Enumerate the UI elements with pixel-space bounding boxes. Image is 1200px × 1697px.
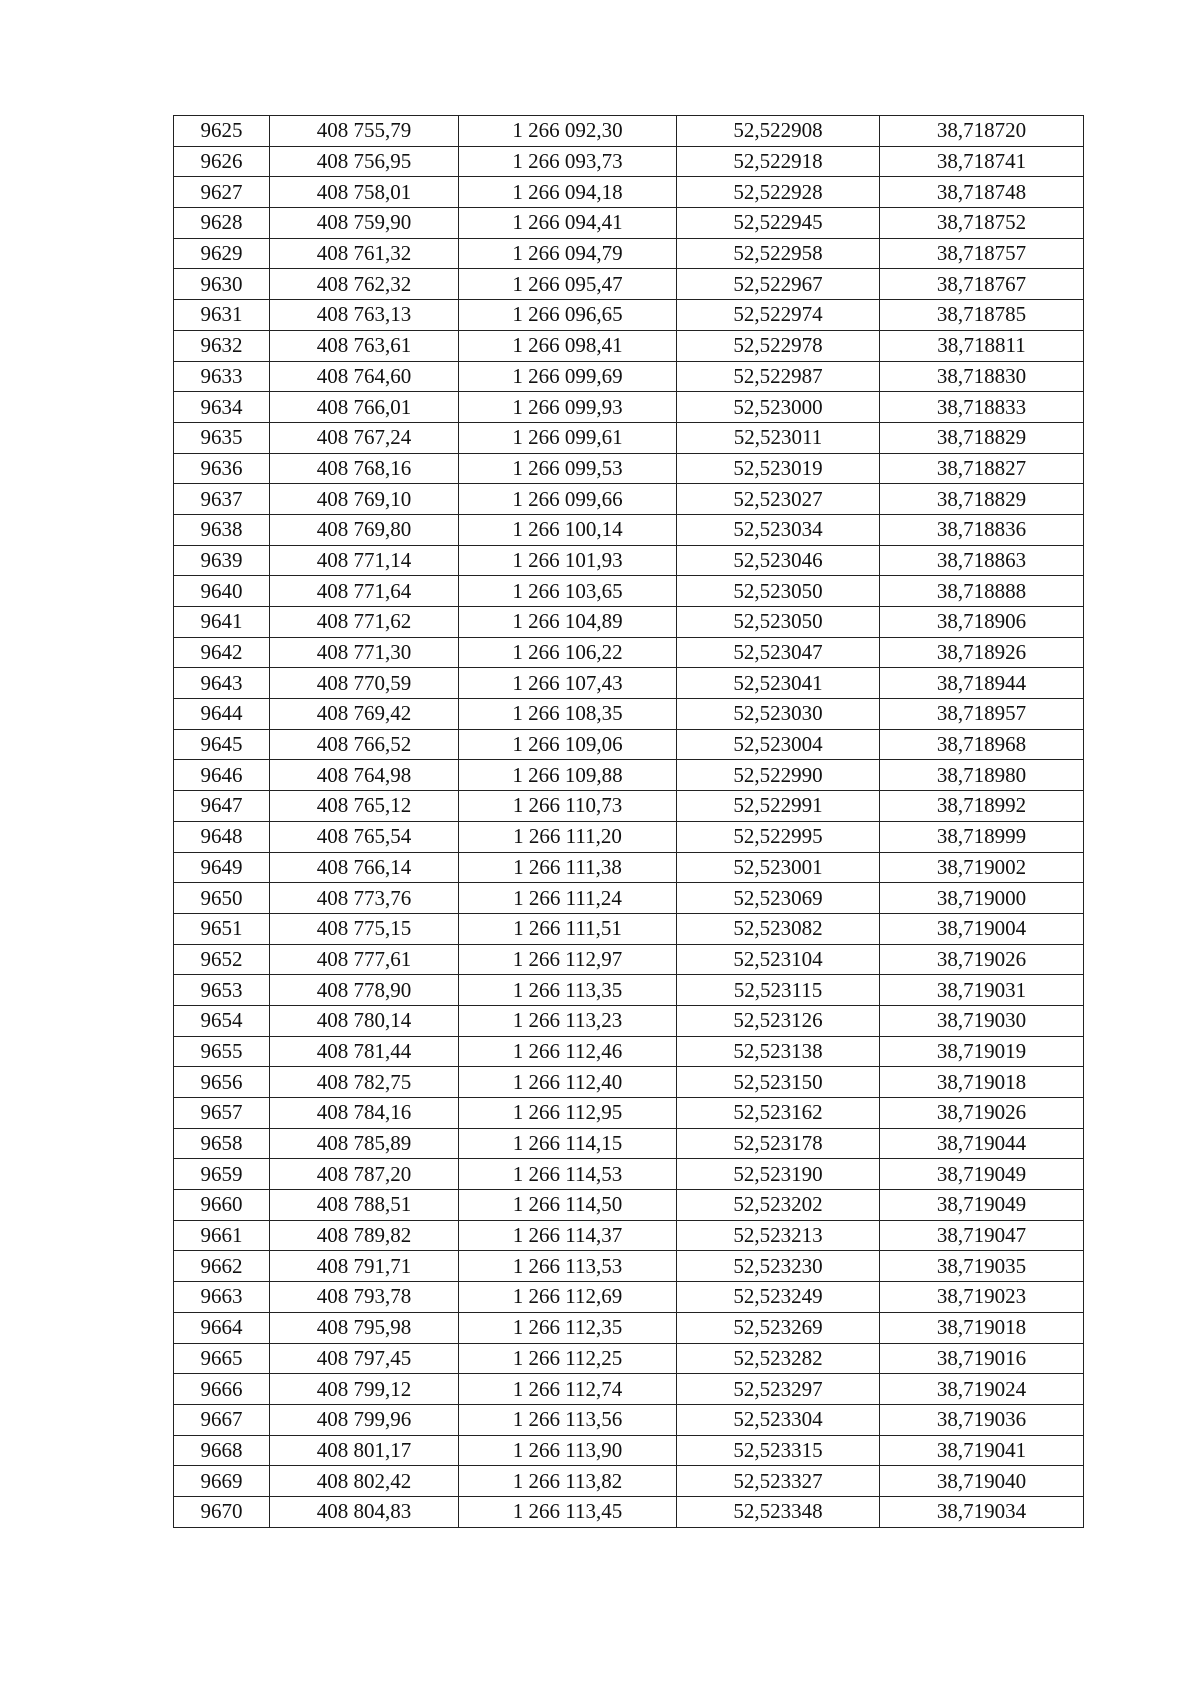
y-coordinate-cell: 1 266 113,56: [459, 1404, 677, 1435]
x-coordinate-cell: 408 780,14: [270, 1005, 459, 1036]
latitude-cell: 52,522928: [677, 177, 880, 208]
longitude-cell: 38,719030: [880, 1005, 1084, 1036]
table-row: [174, 1190, 1084, 1221]
point-number-cell: 9644: [174, 699, 270, 730]
x-coordinate-cell: 408 758,01: [270, 177, 459, 208]
y-coordinate-cell: 1 266 111,51: [459, 913, 677, 944]
table-row: [174, 668, 1084, 699]
x-coordinate-cell: 408 762,32: [270, 269, 459, 300]
latitude-cell: 52,523304: [677, 1404, 880, 1435]
x-coordinate-cell: 408 755,79: [270, 116, 459, 147]
longitude-cell: 38,718944: [880, 668, 1084, 699]
table-row: [174, 300, 1084, 331]
latitude-cell: 52,522995: [677, 821, 880, 852]
x-coordinate-cell: 408 781,44: [270, 1036, 459, 1067]
y-coordinate-cell: 1 266 112,46: [459, 1036, 677, 1067]
point-number-cell: 9666: [174, 1374, 270, 1405]
x-coordinate-cell: 408 791,71: [270, 1251, 459, 1282]
longitude-cell: 38,718980: [880, 760, 1084, 791]
x-coordinate-cell: 408 793,78: [270, 1282, 459, 1313]
point-number-cell: 9659: [174, 1159, 270, 1190]
y-coordinate-cell: 1 266 112,95: [459, 1098, 677, 1129]
point-number-cell: 9637: [174, 484, 270, 515]
x-coordinate-cell: 408 785,89: [270, 1128, 459, 1159]
longitude-cell: 38,718968: [880, 729, 1084, 760]
point-number-cell: 9632: [174, 330, 270, 361]
table-row: [174, 1251, 1084, 1282]
y-coordinate-cell: 1 266 093,73: [459, 146, 677, 177]
table-row: [174, 238, 1084, 269]
y-coordinate-cell: 1 266 099,66: [459, 484, 677, 515]
latitude-cell: 52,522991: [677, 791, 880, 822]
table-row: [174, 576, 1084, 607]
latitude-cell: 52,523213: [677, 1220, 880, 1251]
x-coordinate-cell: 408 766,52: [270, 729, 459, 760]
y-coordinate-cell: 1 266 094,79: [459, 238, 677, 269]
y-coordinate-cell: 1 266 100,14: [459, 514, 677, 545]
latitude-cell: 52,523269: [677, 1312, 880, 1343]
latitude-cell: 52,522945: [677, 208, 880, 239]
point-number-cell: 9643: [174, 668, 270, 699]
table-row: [174, 545, 1084, 576]
longitude-cell: 38,719049: [880, 1190, 1084, 1221]
point-number-cell: 9657: [174, 1098, 270, 1129]
point-number-cell: 9649: [174, 852, 270, 883]
x-coordinate-cell: 408 766,01: [270, 392, 459, 423]
x-coordinate-cell: 408 766,14: [270, 852, 459, 883]
latitude-cell: 52,522974: [677, 300, 880, 331]
y-coordinate-cell: 1 266 104,89: [459, 607, 677, 638]
point-number-cell: 9653: [174, 975, 270, 1006]
table-row: [174, 607, 1084, 638]
x-coordinate-cell: 408 799,12: [270, 1374, 459, 1405]
latitude-cell: 52,523315: [677, 1435, 880, 1466]
x-coordinate-cell: 408 771,14: [270, 545, 459, 576]
longitude-cell: 38,718829: [880, 484, 1084, 515]
latitude-cell: 52,523046: [677, 545, 880, 576]
y-coordinate-cell: 1 266 112,25: [459, 1343, 677, 1374]
coordinates-table-body: [174, 116, 1084, 1528]
point-number-cell: 9641: [174, 607, 270, 638]
longitude-cell: 38,718836: [880, 514, 1084, 545]
longitude-cell: 38,719031: [880, 975, 1084, 1006]
x-coordinate-cell: 408 763,13: [270, 300, 459, 331]
table-row: [174, 760, 1084, 791]
longitude-cell: 38,718748: [880, 177, 1084, 208]
x-coordinate-cell: 408 789,82: [270, 1220, 459, 1251]
table-row: [174, 422, 1084, 453]
longitude-cell: 38,719016: [880, 1343, 1084, 1374]
latitude-cell: 52,523027: [677, 484, 880, 515]
table-row: [174, 514, 1084, 545]
point-number-cell: 9658: [174, 1128, 270, 1159]
table-row: [174, 116, 1084, 147]
x-coordinate-cell: 408 769,80: [270, 514, 459, 545]
y-coordinate-cell: 1 266 099,69: [459, 361, 677, 392]
point-number-cell: 9635: [174, 422, 270, 453]
y-coordinate-cell: 1 266 113,53: [459, 1251, 677, 1282]
table-row: [174, 1435, 1084, 1466]
latitude-cell: 52,523104: [677, 944, 880, 975]
point-number-cell: 9656: [174, 1067, 270, 1098]
table-row: [174, 484, 1084, 515]
longitude-cell: 38,718757: [880, 238, 1084, 269]
longitude-cell: 38,718992: [880, 791, 1084, 822]
table-row: [174, 944, 1084, 975]
latitude-cell: 52,522978: [677, 330, 880, 361]
latitude-cell: 52,523202: [677, 1190, 880, 1221]
y-coordinate-cell: 1 266 112,97: [459, 944, 677, 975]
point-number-cell: 9628: [174, 208, 270, 239]
y-coordinate-cell: 1 266 113,90: [459, 1435, 677, 1466]
longitude-cell: 38,718863: [880, 545, 1084, 576]
longitude-cell: 38,719036: [880, 1404, 1084, 1435]
x-coordinate-cell: 408 773,76: [270, 883, 459, 914]
x-coordinate-cell: 408 764,60: [270, 361, 459, 392]
point-number-cell: 9667: [174, 1404, 270, 1435]
latitude-cell: 52,523034: [677, 514, 880, 545]
x-coordinate-cell: 408 777,61: [270, 944, 459, 975]
x-coordinate-cell: 408 787,20: [270, 1159, 459, 1190]
table-row: [174, 1496, 1084, 1527]
table-row: [174, 1128, 1084, 1159]
table-row: [174, 1374, 1084, 1405]
longitude-cell: 38,719019: [880, 1036, 1084, 1067]
point-number-cell: 9655: [174, 1036, 270, 1067]
longitude-cell: 38,719034: [880, 1496, 1084, 1527]
latitude-cell: 52,523126: [677, 1005, 880, 1036]
table-row: [174, 1098, 1084, 1129]
latitude-cell: 52,523327: [677, 1466, 880, 1497]
y-coordinate-cell: 1 266 099,93: [459, 392, 677, 423]
longitude-cell: 38,718752: [880, 208, 1084, 239]
latitude-cell: 52,523004: [677, 729, 880, 760]
y-coordinate-cell: 1 266 113,82: [459, 1466, 677, 1497]
x-coordinate-cell: 408 775,15: [270, 913, 459, 944]
coordinates-table: [173, 115, 1084, 1528]
longitude-cell: 38,718811: [880, 330, 1084, 361]
latitude-cell: 52,523050: [677, 607, 880, 638]
point-number-cell: 9627: [174, 177, 270, 208]
x-coordinate-cell: 408 804,83: [270, 1496, 459, 1527]
table-row: [174, 975, 1084, 1006]
y-coordinate-cell: 1 266 114,53: [459, 1159, 677, 1190]
x-coordinate-cell: 408 763,61: [270, 330, 459, 361]
latitude-cell: 52,523001: [677, 852, 880, 883]
table-row: [174, 1343, 1084, 1374]
point-number-cell: 9638: [174, 514, 270, 545]
latitude-cell: 52,522908: [677, 116, 880, 147]
table-row: [174, 1404, 1084, 1435]
latitude-cell: 52,523150: [677, 1067, 880, 1098]
latitude-cell: 52,523047: [677, 637, 880, 668]
latitude-cell: 52,523138: [677, 1036, 880, 1067]
longitude-cell: 38,718888: [880, 576, 1084, 607]
point-number-cell: 9654: [174, 1005, 270, 1036]
point-number-cell: 9648: [174, 821, 270, 852]
point-number-cell: 9661: [174, 1220, 270, 1251]
latitude-cell: 52,523282: [677, 1343, 880, 1374]
latitude-cell: 52,522987: [677, 361, 880, 392]
table-row: [174, 1067, 1084, 1098]
longitude-cell: 38,719026: [880, 1098, 1084, 1129]
y-coordinate-cell: 1 266 113,35: [459, 975, 677, 1006]
table-row: [174, 361, 1084, 392]
longitude-cell: 38,718829: [880, 422, 1084, 453]
point-number-cell: 9640: [174, 576, 270, 607]
longitude-cell: 38,719024: [880, 1374, 1084, 1405]
point-number-cell: 9646: [174, 760, 270, 791]
x-coordinate-cell: 408 797,45: [270, 1343, 459, 1374]
table-row: [174, 1220, 1084, 1251]
y-coordinate-cell: 1 266 109,06: [459, 729, 677, 760]
point-number-cell: 9669: [174, 1466, 270, 1497]
table-row: [174, 729, 1084, 760]
y-coordinate-cell: 1 266 103,65: [459, 576, 677, 607]
point-number-cell: 9636: [174, 453, 270, 484]
point-number-cell: 9647: [174, 791, 270, 822]
latitude-cell: 52,523115: [677, 975, 880, 1006]
point-number-cell: 9642: [174, 637, 270, 668]
longitude-cell: 38,719023: [880, 1282, 1084, 1313]
table-row: [174, 1282, 1084, 1313]
y-coordinate-cell: 1 266 112,69: [459, 1282, 677, 1313]
longitude-cell: 38,718999: [880, 821, 1084, 852]
longitude-cell: 38,718720: [880, 116, 1084, 147]
latitude-cell: 52,523000: [677, 392, 880, 423]
y-coordinate-cell: 1 266 106,22: [459, 637, 677, 668]
x-coordinate-cell: 408 784,16: [270, 1098, 459, 1129]
longitude-cell: 38,719040: [880, 1466, 1084, 1497]
latitude-cell: 52,522990: [677, 760, 880, 791]
x-coordinate-cell: 408 769,42: [270, 699, 459, 730]
latitude-cell: 52,523190: [677, 1159, 880, 1190]
table-row: [174, 791, 1084, 822]
latitude-cell: 52,522967: [677, 269, 880, 300]
latitude-cell: 52,523019: [677, 453, 880, 484]
table-row: [174, 852, 1084, 883]
x-coordinate-cell: 408 801,17: [270, 1435, 459, 1466]
longitude-cell: 38,719002: [880, 852, 1084, 883]
latitude-cell: 52,523050: [677, 576, 880, 607]
x-coordinate-cell: 408 759,90: [270, 208, 459, 239]
longitude-cell: 38,718906: [880, 607, 1084, 638]
latitude-cell: 52,523041: [677, 668, 880, 699]
y-coordinate-cell: 1 266 114,15: [459, 1128, 677, 1159]
longitude-cell: 38,719041: [880, 1435, 1084, 1466]
longitude-cell: 38,718957: [880, 699, 1084, 730]
x-coordinate-cell: 408 756,95: [270, 146, 459, 177]
y-coordinate-cell: 1 266 107,43: [459, 668, 677, 699]
table-row: [174, 177, 1084, 208]
y-coordinate-cell: 1 266 114,50: [459, 1190, 677, 1221]
table-row: [174, 269, 1084, 300]
y-coordinate-cell: 1 266 109,88: [459, 760, 677, 791]
longitude-cell: 38,719026: [880, 944, 1084, 975]
longitude-cell: 38,718767: [880, 269, 1084, 300]
latitude-cell: 52,523348: [677, 1496, 880, 1527]
x-coordinate-cell: 408 765,54: [270, 821, 459, 852]
y-coordinate-cell: 1 266 108,35: [459, 699, 677, 730]
table-row: [174, 146, 1084, 177]
y-coordinate-cell: 1 266 113,23: [459, 1005, 677, 1036]
latitude-cell: 52,522958: [677, 238, 880, 269]
y-coordinate-cell: 1 266 095,47: [459, 269, 677, 300]
table-row: [174, 821, 1084, 852]
point-number-cell: 9670: [174, 1496, 270, 1527]
table-row: [174, 883, 1084, 914]
latitude-cell: 52,523011: [677, 422, 880, 453]
longitude-cell: 38,719035: [880, 1251, 1084, 1282]
y-coordinate-cell: 1 266 099,53: [459, 453, 677, 484]
point-number-cell: 9650: [174, 883, 270, 914]
table-row: [174, 453, 1084, 484]
y-coordinate-cell: 1 266 099,61: [459, 422, 677, 453]
y-coordinate-cell: 1 266 096,65: [459, 300, 677, 331]
longitude-cell: 38,719000: [880, 883, 1084, 914]
longitude-cell: 38,718830: [880, 361, 1084, 392]
latitude-cell: 52,523230: [677, 1251, 880, 1282]
point-number-cell: 9651: [174, 913, 270, 944]
table-row: [174, 1159, 1084, 1190]
y-coordinate-cell: 1 266 101,93: [459, 545, 677, 576]
table-row: [174, 392, 1084, 423]
y-coordinate-cell: 1 266 094,41: [459, 208, 677, 239]
x-coordinate-cell: 408 782,75: [270, 1067, 459, 1098]
table-row: [174, 637, 1084, 668]
table-row: [174, 699, 1084, 730]
y-coordinate-cell: 1 266 094,18: [459, 177, 677, 208]
longitude-cell: 38,719018: [880, 1312, 1084, 1343]
latitude-cell: 52,523297: [677, 1374, 880, 1405]
point-number-cell: 9639: [174, 545, 270, 576]
longitude-cell: 38,719044: [880, 1128, 1084, 1159]
point-number-cell: 9664: [174, 1312, 270, 1343]
x-coordinate-cell: 408 764,98: [270, 760, 459, 791]
point-number-cell: 9634: [174, 392, 270, 423]
table-row: [174, 208, 1084, 239]
y-coordinate-cell: 1 266 098,41: [459, 330, 677, 361]
y-coordinate-cell: 1 266 111,38: [459, 852, 677, 883]
y-coordinate-cell: 1 266 111,20: [459, 821, 677, 852]
longitude-cell: 38,719018: [880, 1067, 1084, 1098]
point-number-cell: 9645: [174, 729, 270, 760]
x-coordinate-cell: 408 799,96: [270, 1404, 459, 1435]
table-row: [174, 1466, 1084, 1497]
point-number-cell: 9630: [174, 269, 270, 300]
x-coordinate-cell: 408 771,64: [270, 576, 459, 607]
table-row: [174, 1005, 1084, 1036]
table-row: [174, 330, 1084, 361]
point-number-cell: 9662: [174, 1251, 270, 1282]
y-coordinate-cell: 1 266 114,37: [459, 1220, 677, 1251]
point-number-cell: 9668: [174, 1435, 270, 1466]
longitude-cell: 38,719049: [880, 1159, 1084, 1190]
x-coordinate-cell: 408 778,90: [270, 975, 459, 1006]
longitude-cell: 38,718926: [880, 637, 1084, 668]
point-number-cell: 9660: [174, 1190, 270, 1221]
y-coordinate-cell: 1 266 110,73: [459, 791, 677, 822]
y-coordinate-cell: 1 266 111,24: [459, 883, 677, 914]
longitude-cell: 38,719004: [880, 913, 1084, 944]
y-coordinate-cell: 1 266 112,35: [459, 1312, 677, 1343]
x-coordinate-cell: 408 765,12: [270, 791, 459, 822]
latitude-cell: 52,523030: [677, 699, 880, 730]
point-number-cell: 9663: [174, 1282, 270, 1313]
longitude-cell: 38,718785: [880, 300, 1084, 331]
table-row: [174, 1036, 1084, 1067]
x-coordinate-cell: 408 795,98: [270, 1312, 459, 1343]
x-coordinate-cell: 408 771,62: [270, 607, 459, 638]
point-number-cell: 9626: [174, 146, 270, 177]
x-coordinate-cell: 408 761,32: [270, 238, 459, 269]
longitude-cell: 38,718741: [880, 146, 1084, 177]
point-number-cell: 9633: [174, 361, 270, 392]
x-coordinate-cell: 408 788,51: [270, 1190, 459, 1221]
longitude-cell: 38,718833: [880, 392, 1084, 423]
longitude-cell: 38,719047: [880, 1220, 1084, 1251]
x-coordinate-cell: 408 771,30: [270, 637, 459, 668]
latitude-cell: 52,523178: [677, 1128, 880, 1159]
point-number-cell: 9665: [174, 1343, 270, 1374]
x-coordinate-cell: 408 769,10: [270, 484, 459, 515]
latitude-cell: 52,523069: [677, 883, 880, 914]
latitude-cell: 52,523249: [677, 1282, 880, 1313]
y-coordinate-cell: 1 266 113,45: [459, 1496, 677, 1527]
x-coordinate-cell: 408 802,42: [270, 1466, 459, 1497]
latitude-cell: 52,523082: [677, 913, 880, 944]
point-number-cell: 9625: [174, 116, 270, 147]
point-number-cell: 9652: [174, 944, 270, 975]
x-coordinate-cell: 408 768,16: [270, 453, 459, 484]
table-row: [174, 1312, 1084, 1343]
point-number-cell: 9629: [174, 238, 270, 269]
x-coordinate-cell: 408 770,59: [270, 668, 459, 699]
y-coordinate-cell: 1 266 112,74: [459, 1374, 677, 1405]
latitude-cell: 52,523162: [677, 1098, 880, 1129]
y-coordinate-cell: 1 266 112,40: [459, 1067, 677, 1098]
point-number-cell: 9631: [174, 300, 270, 331]
x-coordinate-cell: 408 767,24: [270, 422, 459, 453]
latitude-cell: 52,522918: [677, 146, 880, 177]
y-coordinate-cell: 1 266 092,30: [459, 116, 677, 147]
table-row: [174, 913, 1084, 944]
longitude-cell: 38,718827: [880, 453, 1084, 484]
